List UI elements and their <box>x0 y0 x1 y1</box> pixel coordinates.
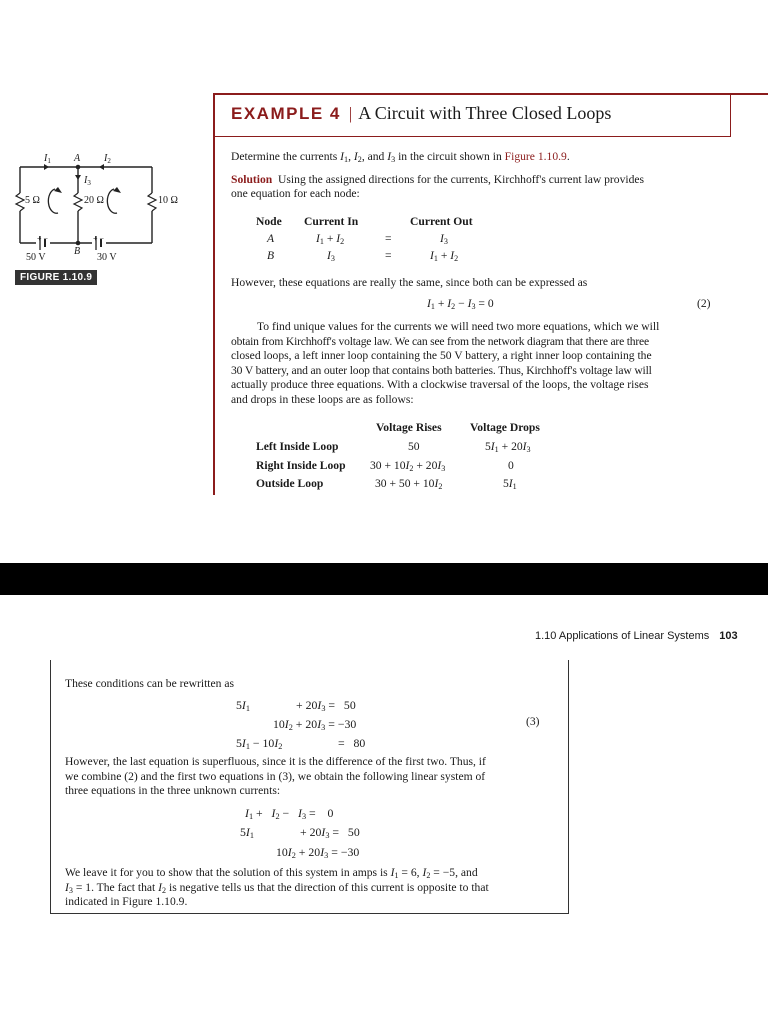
system3-eq3-rhs: = 80 <box>338 736 366 750</box>
figure-node-a: A <box>74 153 81 164</box>
figure-label-i2: $I_2$ <box>104 153 111 165</box>
running-head-section: 1.10 Applications of Linear Systems <box>535 630 710 642</box>
figure-r3: 10 Ω <box>158 195 178 206</box>
loop-right-drops: 0 <box>508 459 514 472</box>
node-table-header-node: Node <box>256 215 282 228</box>
rewrite-text: These conditions can be rewritten as <box>65 677 235 690</box>
example-header-edge <box>730 93 731 136</box>
kirchhoff-paragraph <box>231 320 721 407</box>
loop-outside-drops: $5I_1$ <box>503 477 517 491</box>
solution-text: Using the assigned directions for the currents, Kirchhoff's current law provides <box>278 173 645 186</box>
final-eq3: $10I_2 + 20I_3 = -30$ <box>276 845 360 860</box>
example-intro: Determine the currents $I_1$, $I_2$, and $I_3$ in the circuit shown in Figure 1.10.9. <box>231 150 570 164</box>
loop-outside-rises: $30 + 50 + 10I_2$ <box>375 477 443 491</box>
page-number: 103 <box>719 630 738 642</box>
equation-3-number: (3) <box>526 715 540 728</box>
intro-text-2: in the circuit shown in <box>395 150 505 163</box>
figure-v1: 50 V <box>26 252 46 263</box>
paragraph-line: However, the last equation is superfluous, since it is the difference of the first two. Thus, if <box>65 755 486 768</box>
page-gap-band <box>0 563 768 595</box>
conclusion-text: The fact that <box>93 880 159 894</box>
paragraph-line: and drops in these loops are as follows: <box>231 392 414 406</box>
final-eq1: $I_1 + I_2 - I_3$ = 0 <box>245 806 334 821</box>
node-a: A <box>267 232 275 245</box>
however-text: However, these equations are really the same, since both can be expressed as <box>231 276 588 289</box>
node-b-eq: = <box>385 249 392 262</box>
loop-right-rises: $30 + 10I_2 + 20I_3$ <box>370 459 446 473</box>
system3-eq3: $5I_1 - 10I_2$ <box>236 736 283 751</box>
node-table-header-in: Current In <box>304 215 359 228</box>
voltage-header-rises: Voltage Rises <box>376 421 442 434</box>
paragraph-line: three equations in the three unknown currents: <box>65 784 281 797</box>
example-header-rule <box>213 136 731 137</box>
superfluous-paragraph <box>65 755 560 799</box>
paragraph-line: actually produce three equations. With a clockwise traversal of the loops, the voltage rises <box>231 378 649 391</box>
node-b-out: $I_1 + I_2$ <box>430 249 459 263</box>
system3-eq1: $5I_1$ <box>236 698 250 713</box>
paragraph-line: we combine (2) and the first two equations in (3), we obtain the following linear system of <box>65 769 486 783</box>
conclusion-line-2: $I_3 = 1$. The fact that $I_2$ is negative tells us that the direction of this current is opposite to that <box>65 880 489 895</box>
solution-label: Solution <box>231 173 273 186</box>
conclusion-text: and <box>457 866 478 879</box>
loop-left: Left Inside Loop <box>256 440 339 453</box>
conclusion-line-1: We leave it for you to show that the solution of this system in amps is $I_1 = 6$, $I_2 = -5$, and <box>65 866 478 880</box>
running-head <box>535 630 738 642</box>
figure-label-i1: $I_1$ <box>44 153 51 165</box>
conclusion-text: is negative tells us that the direction of this current is opposite to that <box>166 880 489 894</box>
loop-left-drops: $5I_1 + 20I_3$ <box>485 440 531 454</box>
example-label: EXAMPLE 4 <box>231 104 341 123</box>
equation-2-number: (2) <box>697 297 711 310</box>
figure-r1: 5 Ω <box>25 195 40 206</box>
figure-label-i3: $I_3$ <box>84 175 91 187</box>
loop-right: Right Inside Loop <box>256 459 346 472</box>
final-eq2: $5I_1$ <box>240 825 254 840</box>
node-a-eq: = <box>385 232 392 245</box>
paragraph-line: obtain from Kirchhoff's voltage law. We can see from the network diagram that there are three <box>231 334 649 348</box>
intro-end: . <box>566 150 570 163</box>
figure-r2: 20 Ω <box>84 195 104 206</box>
figure-reference-link[interactable]: Figure 1.10.9 <box>504 150 567 163</box>
final-eq2-rhs: + $20I_3 = 50$ <box>300 825 360 840</box>
system3-eq1-rhs: + $20I_3 = 50$ <box>296 698 356 713</box>
node-a-in: $I_1 + I_2$ <box>316 232 345 246</box>
conclusion-line-3: indicated in Figure 1.10.9. <box>65 895 188 908</box>
node-b-in: $I_3$ <box>327 249 335 263</box>
paragraph-line: 30 V battery, and an outer loop that contains both batteries. Thus, Kirchhoff's voltage law will <box>231 363 652 377</box>
conclusion-text: We leave it for you to show that the solution of this system in amps is <box>65 866 391 879</box>
loop-left-rises: 50 <box>408 440 420 453</box>
loop-outside: Outside Loop <box>256 477 324 490</box>
system3-eq2: $10I_2 + 20I_3 = -30$ <box>273 717 357 732</box>
voltage-header-drops: Voltage Drops <box>470 421 540 434</box>
example-title <box>231 103 611 124</box>
node-b: B <box>267 249 275 262</box>
figure-v2: 30 V <box>97 252 117 263</box>
solution-line-1 <box>231 173 644 188</box>
node-table-header-out: Current Out <box>410 215 473 228</box>
figure-caption-label: FIGURE 1.10.9 <box>15 270 97 285</box>
paragraph-line: To find unique values for the currents we will need two more equations, which we will <box>257 320 660 333</box>
equation-2: $I_1 + I_2 - I_3 = 0$ <box>427 297 494 311</box>
figure-node-b: B <box>74 246 81 257</box>
example-separator: | <box>348 104 353 123</box>
solution-line-2: one equation for each node: <box>231 187 360 200</box>
conclusion-paragraph <box>65 866 560 910</box>
node-a-out: $I_3$ <box>440 232 448 246</box>
example-heading: A Circuit with Three Closed Loops <box>358 103 612 123</box>
intro-text: Determine the currents <box>231 150 341 163</box>
battery-2-polarity: + − <box>93 234 105 243</box>
battery-1-polarity: + − <box>37 234 49 243</box>
paragraph-line: closed loops, a left inner loop containing the 50 V battery, a right inner loop containing the <box>231 349 652 362</box>
